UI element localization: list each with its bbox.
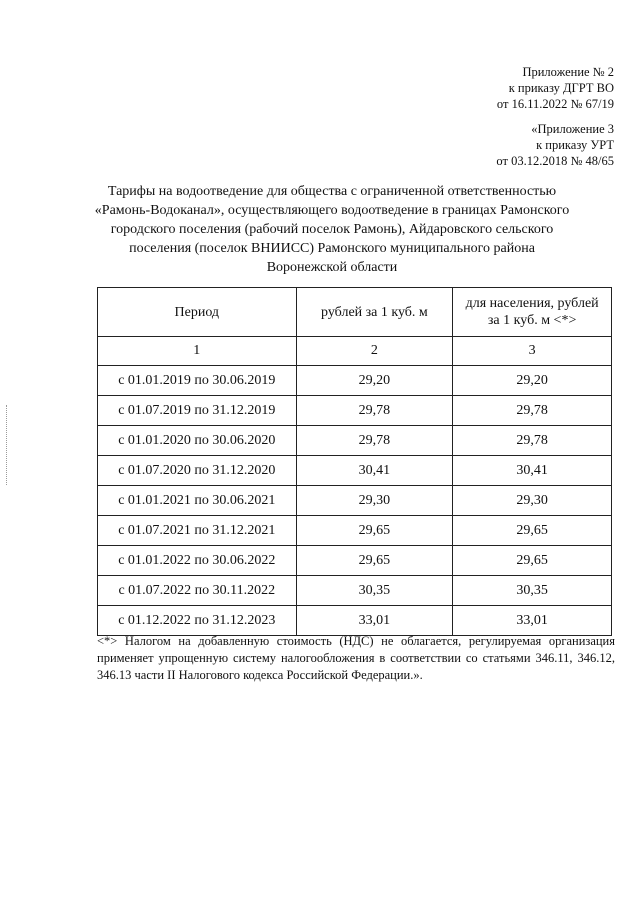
header-period: Период	[98, 288, 297, 337]
population-rate-cell: 29,78	[453, 396, 612, 426]
rate-cell: 29,78	[296, 426, 453, 456]
table-row	[98, 366, 612, 396]
table-row	[98, 546, 612, 576]
period-cell: с 01.07.2019 по 31.12.2019	[98, 396, 297, 426]
column-number: 1	[98, 337, 297, 366]
period-cell: с 01.01.2021 по 30.06.2021	[98, 486, 297, 516]
table-row	[98, 426, 612, 456]
table-row	[98, 456, 612, 486]
table-header-row	[98, 288, 612, 337]
population-rate-cell: 30,35	[453, 576, 612, 606]
table-row	[98, 606, 612, 636]
rate-cell: 29,65	[296, 516, 453, 546]
population-rate-cell: 29,65	[453, 516, 612, 546]
rate-cell: 29,78	[296, 396, 453, 426]
title-line: Тарифы на водоотведение для общества с ограниченной ответственностью	[107, 184, 557, 199]
title-line: «Рамонь-Водоканал», осуществляющего водоотведение в границах Рамонского	[94, 203, 570, 218]
population-rate-cell: 29,30	[453, 486, 612, 516]
rate-cell: 30,41	[296, 456, 453, 486]
title-line: городского поселения (рабочий поселок Рамонь), Айдаровского сельского	[110, 222, 554, 237]
scan-margin-mark	[6, 405, 8, 485]
column-number: 2	[296, 337, 453, 366]
appendix-reference-secondary	[496, 121, 614, 169]
appendix-order: к приказу ДГРТ ВО	[508, 81, 614, 95]
population-rate-cell: 29,78	[453, 426, 612, 456]
header-population-line: для населения, рублей	[465, 296, 599, 311]
period-cell: с 01.01.2019 по 30.06.2019	[98, 366, 297, 396]
title-line: поселения (поселок ВНИИСС) Рамонского муниципального района	[129, 241, 535, 256]
tax-footnote: <*> Налогом на добавленную стоимость (НДС) не облагается, регулируемая организация применяет упрощенную систему налогообложения в соответствии со статьями 346.11, 346.12, 346.13 части II Налогового кодекса Российской Федерации.».	[97, 634, 615, 682]
appendix-date: от 03.12.2018 № 48/65	[496, 154, 614, 168]
rate-cell: 29,30	[296, 486, 453, 516]
appendix-order: к приказу УРТ	[536, 138, 614, 152]
appendix-number: Приложение № 2	[522, 65, 614, 79]
population-rate-cell: 33,01	[453, 606, 612, 636]
appendix-reference-primary	[497, 64, 614, 112]
rate-cell: 29,65	[296, 546, 453, 576]
period-cell: с 01.07.2022 по 30.11.2022	[98, 576, 297, 606]
population-rate-cell: 30,41	[453, 456, 612, 486]
rate-cell: 29,20	[296, 366, 453, 396]
title-line: Воронежской области	[266, 260, 398, 275]
column-number-row	[98, 337, 612, 366]
table-row	[98, 516, 612, 546]
appendix-number: «Приложение 3	[531, 122, 614, 136]
table-row	[98, 486, 612, 516]
population-rate-cell: 29,20	[453, 366, 612, 396]
column-number: 3	[453, 337, 612, 366]
period-cell: с 01.07.2021 по 31.12.2021	[98, 516, 297, 546]
appendix-date: от 16.11.2022 № 67/19	[496, 97, 614, 111]
document-title	[92, 182, 572, 277]
header-population-line: за 1 куб. м <*>	[487, 313, 577, 328]
rate-cell: 33,01	[296, 606, 453, 636]
header-rate: рублей за 1 куб. м	[296, 288, 453, 337]
table-row	[98, 576, 612, 606]
tariff-table	[97, 287, 612, 636]
period-cell: с 01.01.2020 по 30.06.2020	[98, 426, 297, 456]
period-cell: с 01.07.2020 по 31.12.2020	[98, 456, 297, 486]
period-cell: с 01.12.2022 по 31.12.2023	[98, 606, 297, 636]
header-population-rate	[453, 288, 612, 337]
period-cell: с 01.01.2022 по 30.06.2022	[98, 546, 297, 576]
table-row	[98, 396, 612, 426]
rate-cell: 30,35	[296, 576, 453, 606]
population-rate-cell: 29,65	[453, 546, 612, 576]
